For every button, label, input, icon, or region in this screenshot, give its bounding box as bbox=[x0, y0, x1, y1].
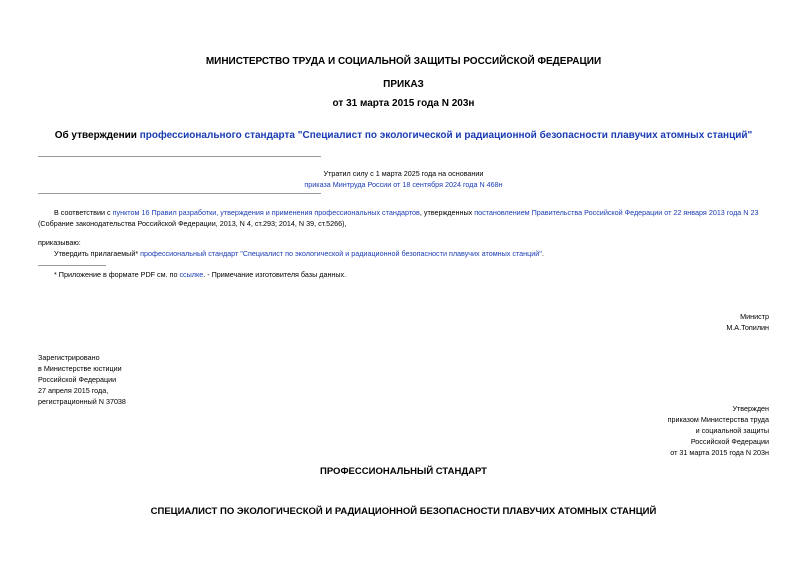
order-verb: приказываю: bbox=[38, 238, 81, 247]
divider-bottom bbox=[38, 193, 321, 194]
government-decree-link[interactable]: постановлением Правительства Российской Федерации от 22 января 2013 года N 23 bbox=[474, 208, 759, 217]
paragraph-approve-text: Утвердить прилагаемый* bbox=[54, 249, 141, 258]
ministry-heading: МИНИСТЕРСТВО ТРУДА И СОЦИАЛЬНОЙ ЗАЩИТЫ РОССИЙСКОЙ ФЕДЕРАЦИИ bbox=[205, 56, 602, 67]
approved-line: Российской Федерации bbox=[690, 437, 769, 446]
signature-name: М.А.Топилин bbox=[726, 323, 769, 332]
paragraph-approve-end: . bbox=[541, 249, 544, 258]
registration-block bbox=[38, 352, 126, 407]
paragraph-basis-text-2: , утвержденных bbox=[419, 208, 475, 217]
registration-line: Зарегистрировано bbox=[38, 353, 100, 362]
registration-line: Российской Федерации bbox=[38, 375, 117, 384]
footnote-text: * Приложение в формате PDF см. по bbox=[54, 270, 180, 279]
footnote bbox=[54, 269, 346, 280]
title-prefix: Об утверждении bbox=[54, 130, 140, 141]
signature-position: Министр bbox=[740, 312, 769, 321]
approved-line: и социальной защиты bbox=[695, 426, 769, 435]
approved-line: Утвержден bbox=[732, 404, 769, 413]
paragraph-basis-text-1: В соответствии с bbox=[54, 208, 113, 217]
approved-line: приказом Министерства труда bbox=[667, 415, 769, 424]
paragraph-basis bbox=[38, 207, 773, 229]
paragraph-basis-text-3: (Собрание законодательства Российской Федерации, 2013, N 4, ст.293; 2014, N 39, ст.5266), bbox=[38, 219, 347, 228]
standard-subject: СПЕЦИАЛИСТ ПО ЭКОЛОГИЧЕСКОЙ И РАДИАЦИОННОЙ БЕЗОПАСНОСТИ ПЛАВУЧИХ АТОМНЫХ СТАНЦИЙ bbox=[150, 506, 657, 517]
expired-notice: Утратил силу с 1 марта 2025 года на основании bbox=[323, 169, 484, 178]
pdf-link[interactable]: ссылке bbox=[179, 270, 204, 279]
order-label: ПРИКАЗ bbox=[383, 79, 424, 90]
document-title bbox=[0, 130, 807, 141]
standard-link[interactable]: профессиональный стандарт "Специалист по экологической и радиационной безопасности плавучих атомных станций" bbox=[140, 249, 542, 258]
registration-line: в Министерстве юстиции bbox=[38, 364, 122, 373]
standard-heading: ПРОФЕССИОНАЛЬНЫЙ СТАНДАРТ bbox=[320, 466, 487, 477]
expired-order-link[interactable]: приказа Минтруда России от 18 сентября 2024 года N 468н bbox=[304, 180, 503, 189]
approved-line: от 31 марта 2015 года N 203н bbox=[670, 448, 769, 457]
footnote-divider bbox=[38, 265, 106, 266]
paragraph-approve bbox=[54, 248, 774, 259]
registration-line: регистрационный N 37038 bbox=[38, 397, 126, 406]
title-standard-link[interactable]: профессионального стандарта "Специалист по экологической и радиационной безопасности плавучих атомных станций" bbox=[139, 130, 753, 141]
divider-top bbox=[38, 156, 321, 157]
footnote-note: . - Примечание изготовителя базы данных. bbox=[203, 270, 347, 279]
order-date: от 31 марта 2015 года N 203н bbox=[332, 98, 475, 109]
approved-block bbox=[668, 403, 769, 458]
rules-link[interactable]: пунктом 16 Правил разработки, утверждения и применения профессиональных стандартов bbox=[112, 208, 420, 217]
registration-line: 27 апреля 2015 года, bbox=[38, 386, 109, 395]
